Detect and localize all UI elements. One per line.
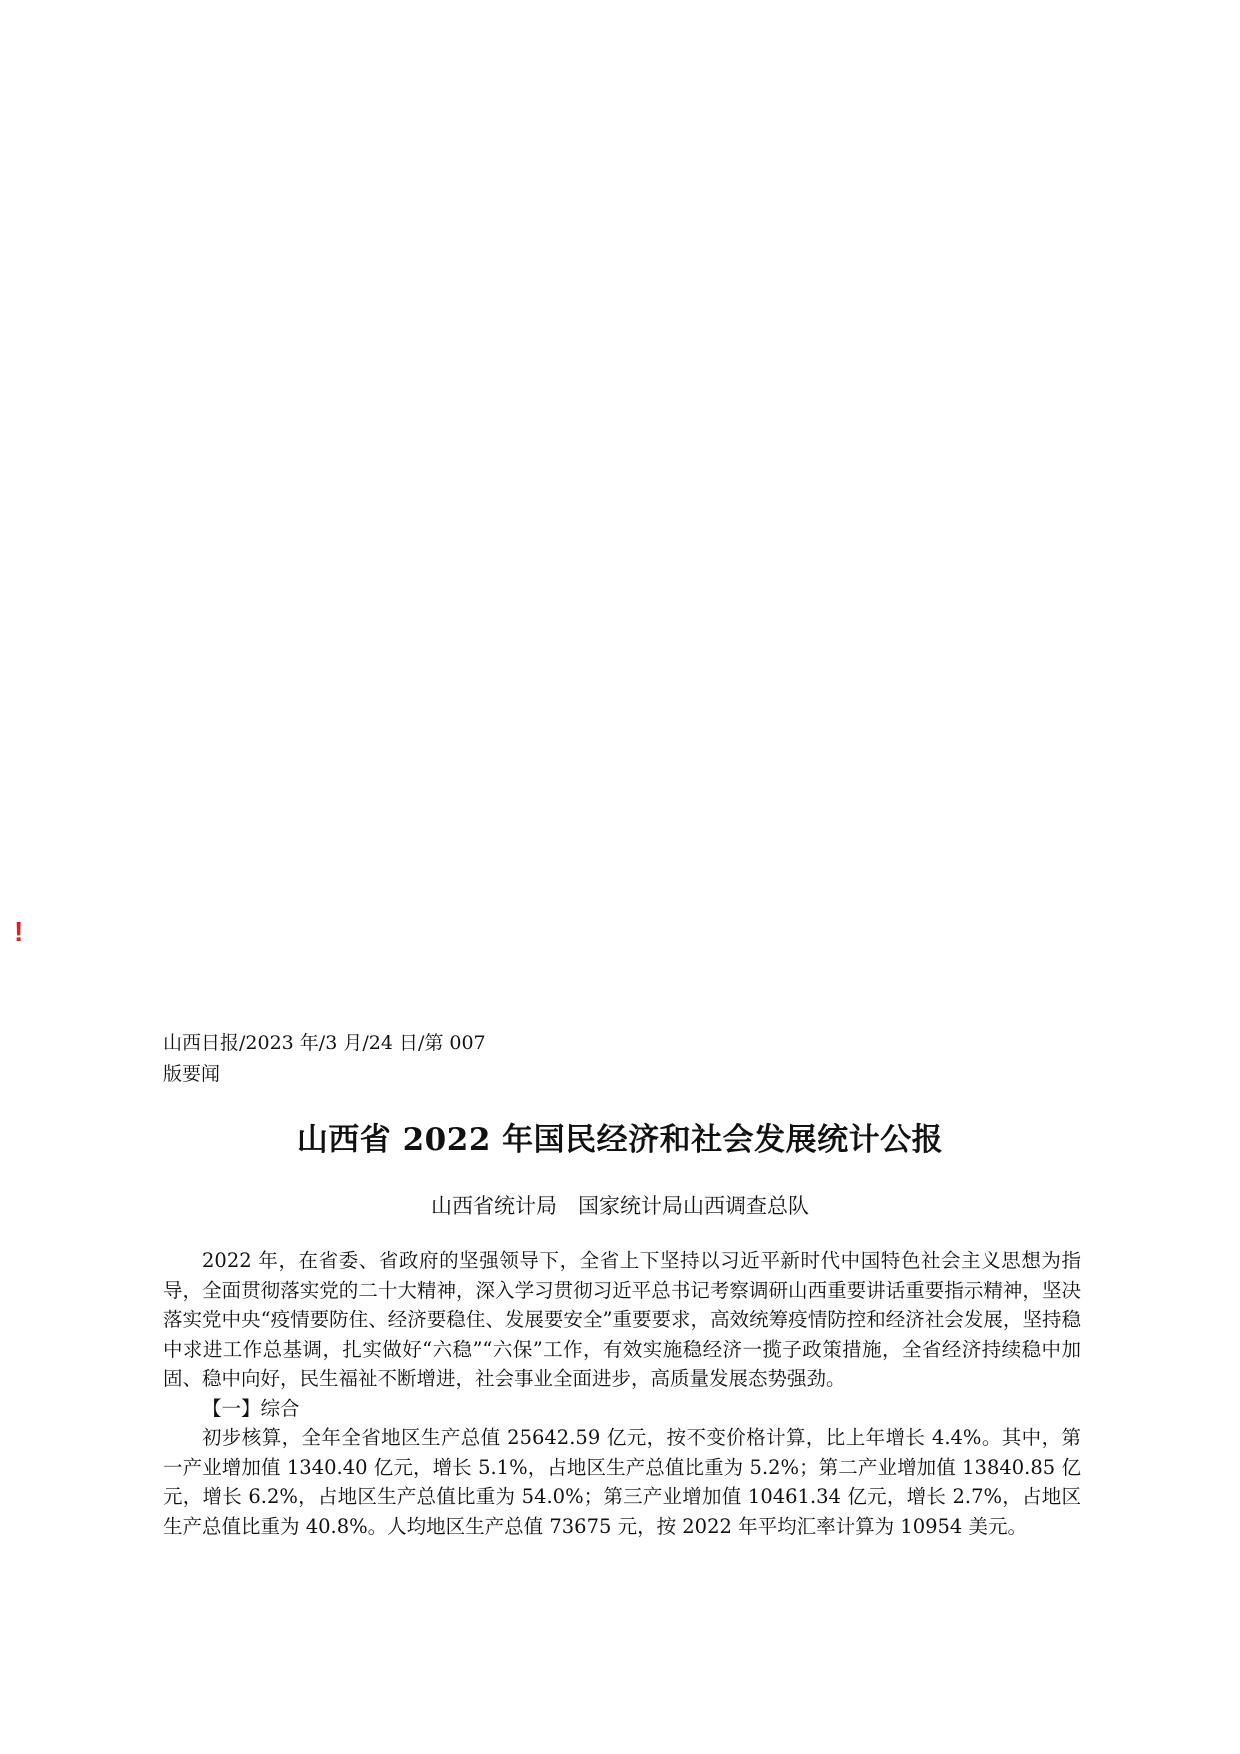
section-heading: 【一】综合: [202, 1396, 300, 1420]
source-line-1: 山西日报/2023 年/3 月/24 日/第 007: [163, 1032, 486, 1054]
source-line: [163, 1028, 523, 1090]
section-paragraph: 初步核算，全年全省地区生产总值 25642.59 亿元，按不变价格计算，比上年增长 4.4%。其中，第一产业增加值 1340.40 亿元，增长 5.1%，占地区生产总值比重为 5.2%；第二产业增加值 13840.85 亿元，增长 6.2%，占地区生产总值比重为 54.0%；第三产业增加值 10461.34 亿元，增长 2.7%，占地区生产总值比重为 40.8%。人均地区生产总值 73675 元，按 2022 年平均汇率计算为 10954 美元。: [163, 1426, 1081, 1538]
intro-paragraph: 2022 年，在省委、省政府的坚强领导下，全省上下坚持以习近平新时代中国特色社会主义思想为指导，全面贯彻落实党的二十大精神，深入学习贯彻习近平总书记考察调研山西重要讲话重要指示精神，坚决落实党中央“疫情要防住、经济要稳住、发展要安全”重要要求，高效统筹疫情防控和经济社会发展，坚持稳中求进工作总基调，扎实做好“六稳”“六保”工作，有效实施稳经济一揽子政策措施，全省经济持续稳中加固、稳中向好，民生福祉不断增进，社会事业全面进步，高质量发展态势强劲。: [163, 1249, 1081, 1390]
document-author: 山西省统计局 国家统计局山西调查总队: [431, 1194, 809, 1218]
document-title: 山西省 2022 年国民经济和社会发展统计公报: [296, 1122, 944, 1158]
document-body: [163, 1246, 1081, 1541]
source-line-2: 版要闻: [163, 1063, 221, 1085]
warning-mark: !: [14, 916, 24, 947]
